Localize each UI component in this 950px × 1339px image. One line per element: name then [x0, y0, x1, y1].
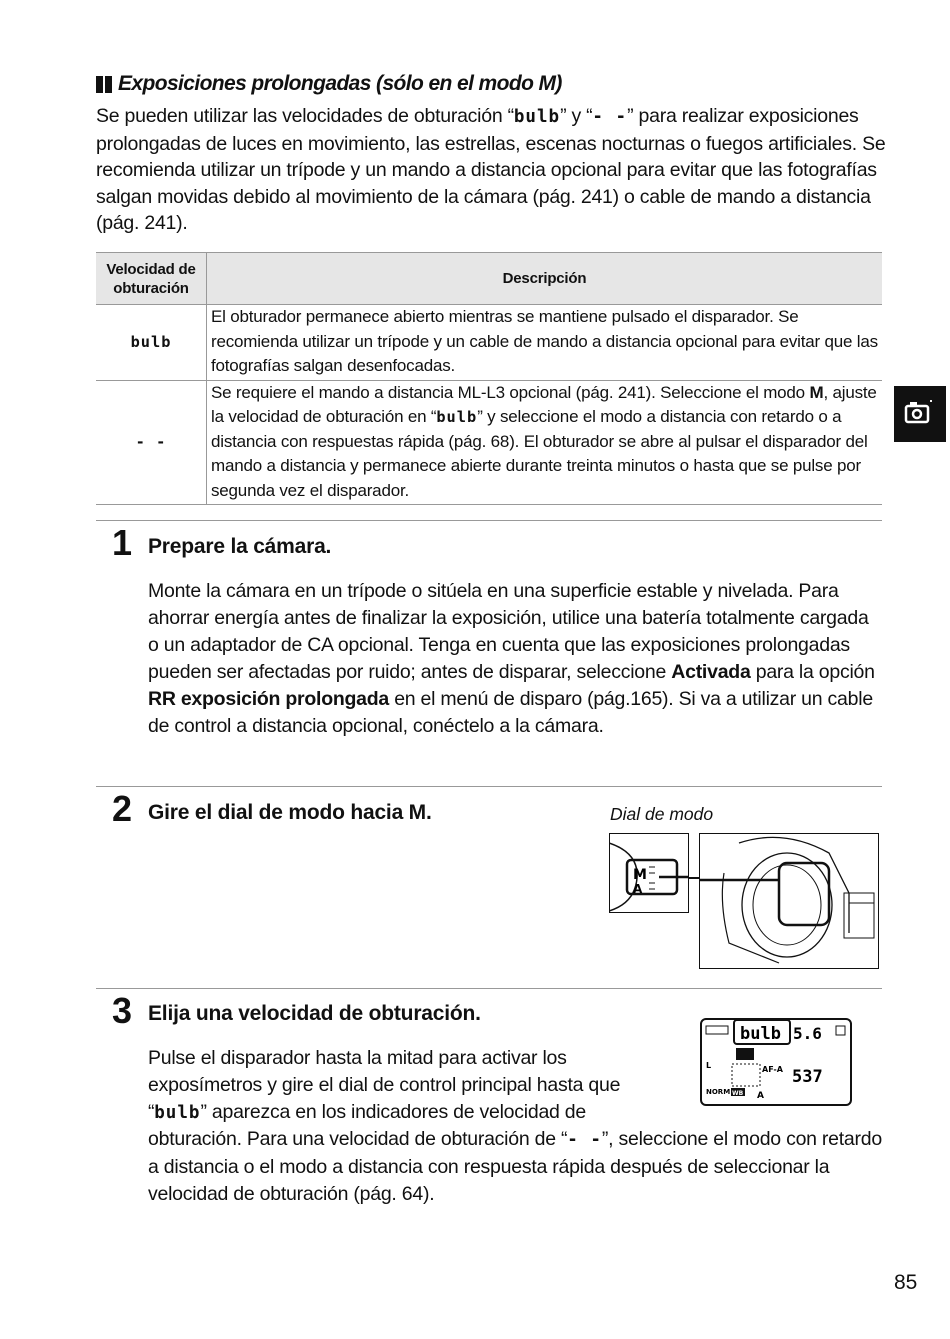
heading-marker-icon [96, 76, 103, 93]
chapter-tab [894, 386, 946, 442]
speed-code: - - [96, 380, 207, 505]
heading-marker-icon [105, 76, 112, 93]
dashes-glyph: - - [592, 107, 628, 127]
bulb-glyph: bulb [513, 107, 561, 127]
camera-icon [894, 386, 946, 442]
speed-description: Se requiere el mando a distancia ML-L3 opcional (pág. 241). Seleccione el modo M, ajuste la velocidad de obturación en “bulb” y seleccione el modo a distancia con retardo o a distancia con respuestas rápida (pág. 68). El obturador se abre al pulsar el disparador del mando a distancia y permanece abierte durante treinta minutos o hasta que se pulse por segunda vez el disparador. [207, 380, 883, 505]
table-row [96, 380, 882, 505]
divider [96, 786, 882, 787]
section-heading [96, 72, 562, 96]
shutter-speed-table [96, 252, 882, 505]
step-body-continued: obturación. Para una velocidad de obturación de “- -”, seleccione el modo con retardo a distancia o el modo a distancia con respuesta rápida después de seleccionar la velocidad de obturación (pág. 64). [148, 1128, 882, 1205]
step3-cont: obturación. Para una velocidad de obturación de “ [148, 1128, 568, 1150]
lcd-wb-value: A [757, 1091, 764, 1101]
page-number: 85 [894, 1271, 918, 1294]
step3-line3-rest: ” aparezca en los indicadores de velocidad de [200, 1101, 586, 1123]
divider [96, 520, 882, 521]
lcd-quality-l: L [706, 1061, 712, 1070]
lcd-quality-norm: NORM [706, 1088, 731, 1096]
section-title: Exposiciones prolongadas (sólo en el modo M) [118, 72, 562, 95]
leader-line [689, 876, 699, 880]
lcd-shutter: bulb [740, 1024, 781, 1044]
step-body: Pulse el disparador hasta la mitad para activar los exposímetros y gire el dial de control principal hasta que “bulb” aparezca en los indicadores de velocidad de [148, 1047, 621, 1123]
lcd-shots: 537 [792, 1067, 823, 1087]
image-caption: Dial de modo [610, 804, 714, 824]
dial-letter-a: A [633, 882, 643, 896]
dial-letter-m: M [633, 867, 647, 883]
mode-dial-closeup [609, 833, 689, 913]
step-number: 2 [112, 788, 132, 829]
speed-code: bulb [96, 305, 207, 381]
intro-paragraph: Se pueden utilizar las velocidades de obturación “bulb” y “- -” para realizar exposiciones prolongadas de luces en movimiento, las estrellas, escenas nocturnas o fuegos artificiales. Se recomienda utilizar un trípode y un mando a distancia opcional para evitar que las fotografías salgan movidas debido al movimiento de la cámara (pág. 241) o cable de mando a distancia (pág. 241). [96, 105, 886, 234]
lcd-wb: WB [732, 1090, 744, 1097]
step-body: Monte la cámara en un trípode o sitúela en una superficie estable y nivelada. Para ahorrar energía antes de finalizar la exposición, utilice una batería totalmente cargada o un adaptador de CA opcional. Tenga en cuenta que las exposiciones prolongadas pueden ser afectadas por ruido; antes de disparar, seleccione Activada para la opción RR exposición prolongada en el menú de disparo (pág.165). Si va a utilizar un cable de control a distancia opcional, conéctelo a la cámara. [148, 580, 875, 737]
lcd-aperture: 5.6 [793, 1024, 822, 1043]
step-title: Gire el dial de modo hacia M. [148, 801, 432, 824]
header-speed: Velocidad de obturación [96, 253, 207, 305]
step-number: 1 [112, 522, 132, 563]
table-header-row [96, 253, 882, 305]
speed-description: El obturador permanece abierto mientras se mantiene pulsado el disparador. Se recomienda utilizar un trípode y un cable de mando a distancia opcional para evitar que las fotografías salgan desenfocadas. [207, 305, 883, 381]
lcd-panel-illustration [700, 1018, 852, 1106]
header-description: Descripción [207, 253, 883, 305]
step-number: 3 [112, 990, 132, 1031]
step-title: Prepare la cámara. [148, 535, 332, 558]
step-title: Elija una velocidad de obturación. [148, 1002, 481, 1025]
lcd-af-mode: AF-A [762, 1065, 783, 1074]
camera-top-illustration [699, 833, 879, 969]
table-row [96, 305, 882, 381]
divider [96, 988, 882, 989]
